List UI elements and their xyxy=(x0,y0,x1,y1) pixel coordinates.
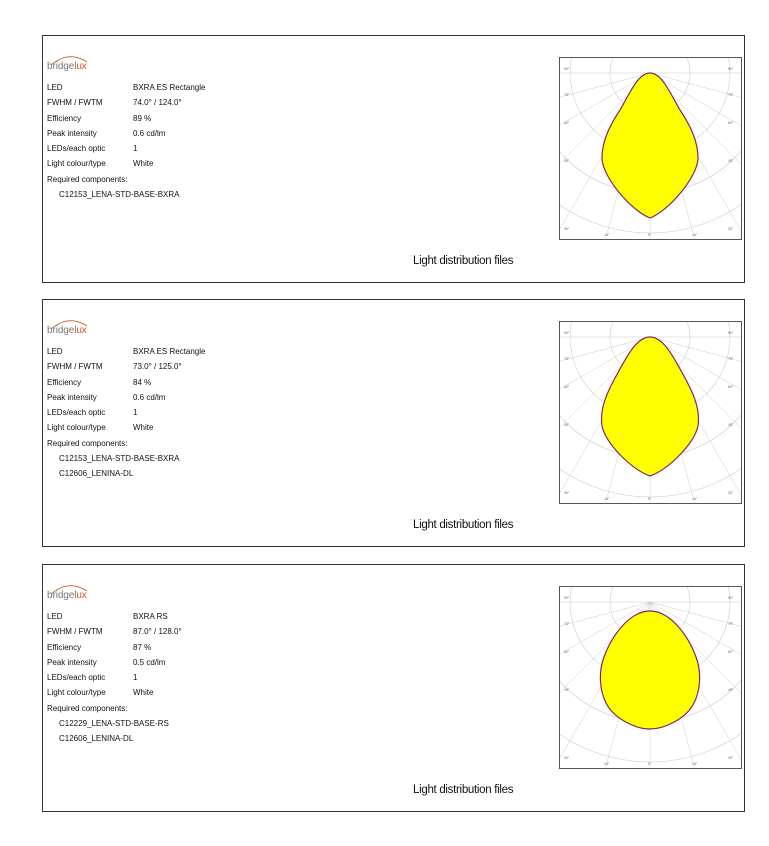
polar-light-distribution-chart xyxy=(559,321,742,504)
spec-row-efficiency: Efficiency 84 % xyxy=(47,377,152,387)
spec-row-peak-intensity: Peak intensity 0.6 cd/lm xyxy=(47,128,166,138)
polar-angle-label: 75° xyxy=(728,622,734,626)
polar-angle-label: 75° xyxy=(564,93,570,97)
spec-row-peak-intensity: Peak intensity 0.5 cd/lm xyxy=(47,657,166,667)
polar-angle-label: 30° xyxy=(564,756,570,760)
polar-angle-label: 60° xyxy=(564,385,570,389)
component-item: C12153_LENA-STD-BASE-BXRA xyxy=(59,454,180,464)
polar-angle-label: 15° xyxy=(692,233,698,237)
polar-angle-label: 45° xyxy=(728,688,734,692)
spec-row-light-colour: Light colour/type White xyxy=(47,688,154,698)
polar-angle-label: 60° xyxy=(564,650,570,654)
polar-angle-label: 30° xyxy=(728,756,734,760)
spec-row-fwhm: FWHM / FWTM 87.0° / 128.0° xyxy=(47,627,182,637)
product-card-3 xyxy=(42,564,745,812)
polar-angle-label: 75° xyxy=(564,357,570,361)
polar-angle-label: 75° xyxy=(728,93,734,97)
polar-angle-label: 60° xyxy=(564,121,570,125)
light-distribution-files-link[interactable]: Light distribution files xyxy=(413,784,514,796)
required-components-label: Required components: xyxy=(47,438,128,448)
polar-angle-label: 45° xyxy=(728,159,734,163)
spec-row-leds: LEDs/each optic 1 xyxy=(47,144,138,154)
polar-light-distribution-chart xyxy=(559,57,742,240)
bridgelux-logo: bridgelux xyxy=(47,318,107,340)
bridgelux-logo: bridgelux xyxy=(47,583,107,605)
spec-row-fwhm: FWHM / FWTM 73.0° / 125.0° xyxy=(47,362,182,372)
required-components-label: Required components: xyxy=(47,703,128,713)
polar-angle-label: 30° xyxy=(564,491,570,495)
polar-angle-label: 30° xyxy=(564,227,570,231)
product-card-1 xyxy=(42,35,745,283)
polar-angle-label: 90° xyxy=(564,67,570,71)
component-item: C12229_LENA-STD-BASE-RS xyxy=(59,719,169,729)
polar-angle-label: 90° xyxy=(564,596,570,600)
required-components-label: Required components: xyxy=(47,174,128,184)
product-card-2 xyxy=(42,299,745,547)
polar-angle-label: 90° xyxy=(728,67,734,71)
polar-angle-label: 90° xyxy=(728,331,734,335)
bridgelux-logo: bridgelux xyxy=(47,54,107,76)
spec-row-peak-intensity: Peak intensity 0.6 cd/lm xyxy=(47,392,166,402)
spec-row-led: LED BXRA ES Rectangle xyxy=(47,83,206,92)
polar-angle-label: 60° xyxy=(728,650,734,654)
light-distribution-files-link[interactable]: Light distribution files xyxy=(413,519,514,531)
polar-angle-label: 45° xyxy=(564,423,570,427)
component-item: C12606_LENINA-DL xyxy=(59,469,134,479)
spec-row-led: LED BXRA ES Rectangle xyxy=(47,347,206,356)
polar-angle-label: 30° xyxy=(728,227,734,231)
spec-row-leds: LEDs/each optic 1 xyxy=(47,408,138,418)
spec-row-fwhm: FWHM / FWTM 74.0° / 124.0° xyxy=(47,98,182,108)
polar-angle-label: 45° xyxy=(564,159,570,163)
polar-angle-label: 90° xyxy=(564,331,570,335)
spec-row-efficiency: Efficiency 87 % xyxy=(47,642,152,652)
spec-row-efficiency: Efficiency 89 % xyxy=(47,113,152,123)
spec-row-light-colour: Light colour/type White xyxy=(47,423,154,433)
spec-row-light-colour: Light colour/type White xyxy=(47,159,154,169)
polar-angle-label: 15° xyxy=(692,497,698,501)
polar-angle-label: 45° xyxy=(564,688,570,692)
component-item: C12606_LENINA-DL xyxy=(59,734,134,744)
polar-angle-label: 15° xyxy=(604,762,610,766)
polar-angle-label: 0° xyxy=(648,762,652,766)
polar-angle-label: 90° xyxy=(728,596,734,600)
polar-angle-label: 30° xyxy=(728,491,734,495)
polar-angle-label: 75° xyxy=(564,622,570,626)
spec-list xyxy=(47,80,205,202)
polar-angle-label: 15° xyxy=(604,497,610,501)
light-distribution-files-link[interactable]: Light distribution files xyxy=(413,255,514,267)
polar-angle-label: 60° xyxy=(728,121,734,125)
polar-light-distribution-chart xyxy=(559,586,742,769)
polar-angle-label: 15° xyxy=(692,762,698,766)
spec-list xyxy=(47,609,182,747)
polar-angle-label: 0° xyxy=(648,497,652,501)
beam-distribution-shape xyxy=(600,611,699,729)
polar-angle-label: 45° xyxy=(728,423,734,427)
polar-angle-label: 0° xyxy=(648,233,652,237)
polar-angle-label: 75° xyxy=(728,357,734,361)
spec-row-led: LED BXRA RS xyxy=(47,612,168,621)
polar-angle-label: 15° xyxy=(604,233,610,237)
spec-row-leds: LEDs/each optic 1 xyxy=(47,673,138,683)
component-item: C12153_LENA-STD-BASE-BXRA xyxy=(59,190,180,200)
polar-angle-label: 60° xyxy=(728,385,734,389)
spec-list xyxy=(47,344,205,482)
